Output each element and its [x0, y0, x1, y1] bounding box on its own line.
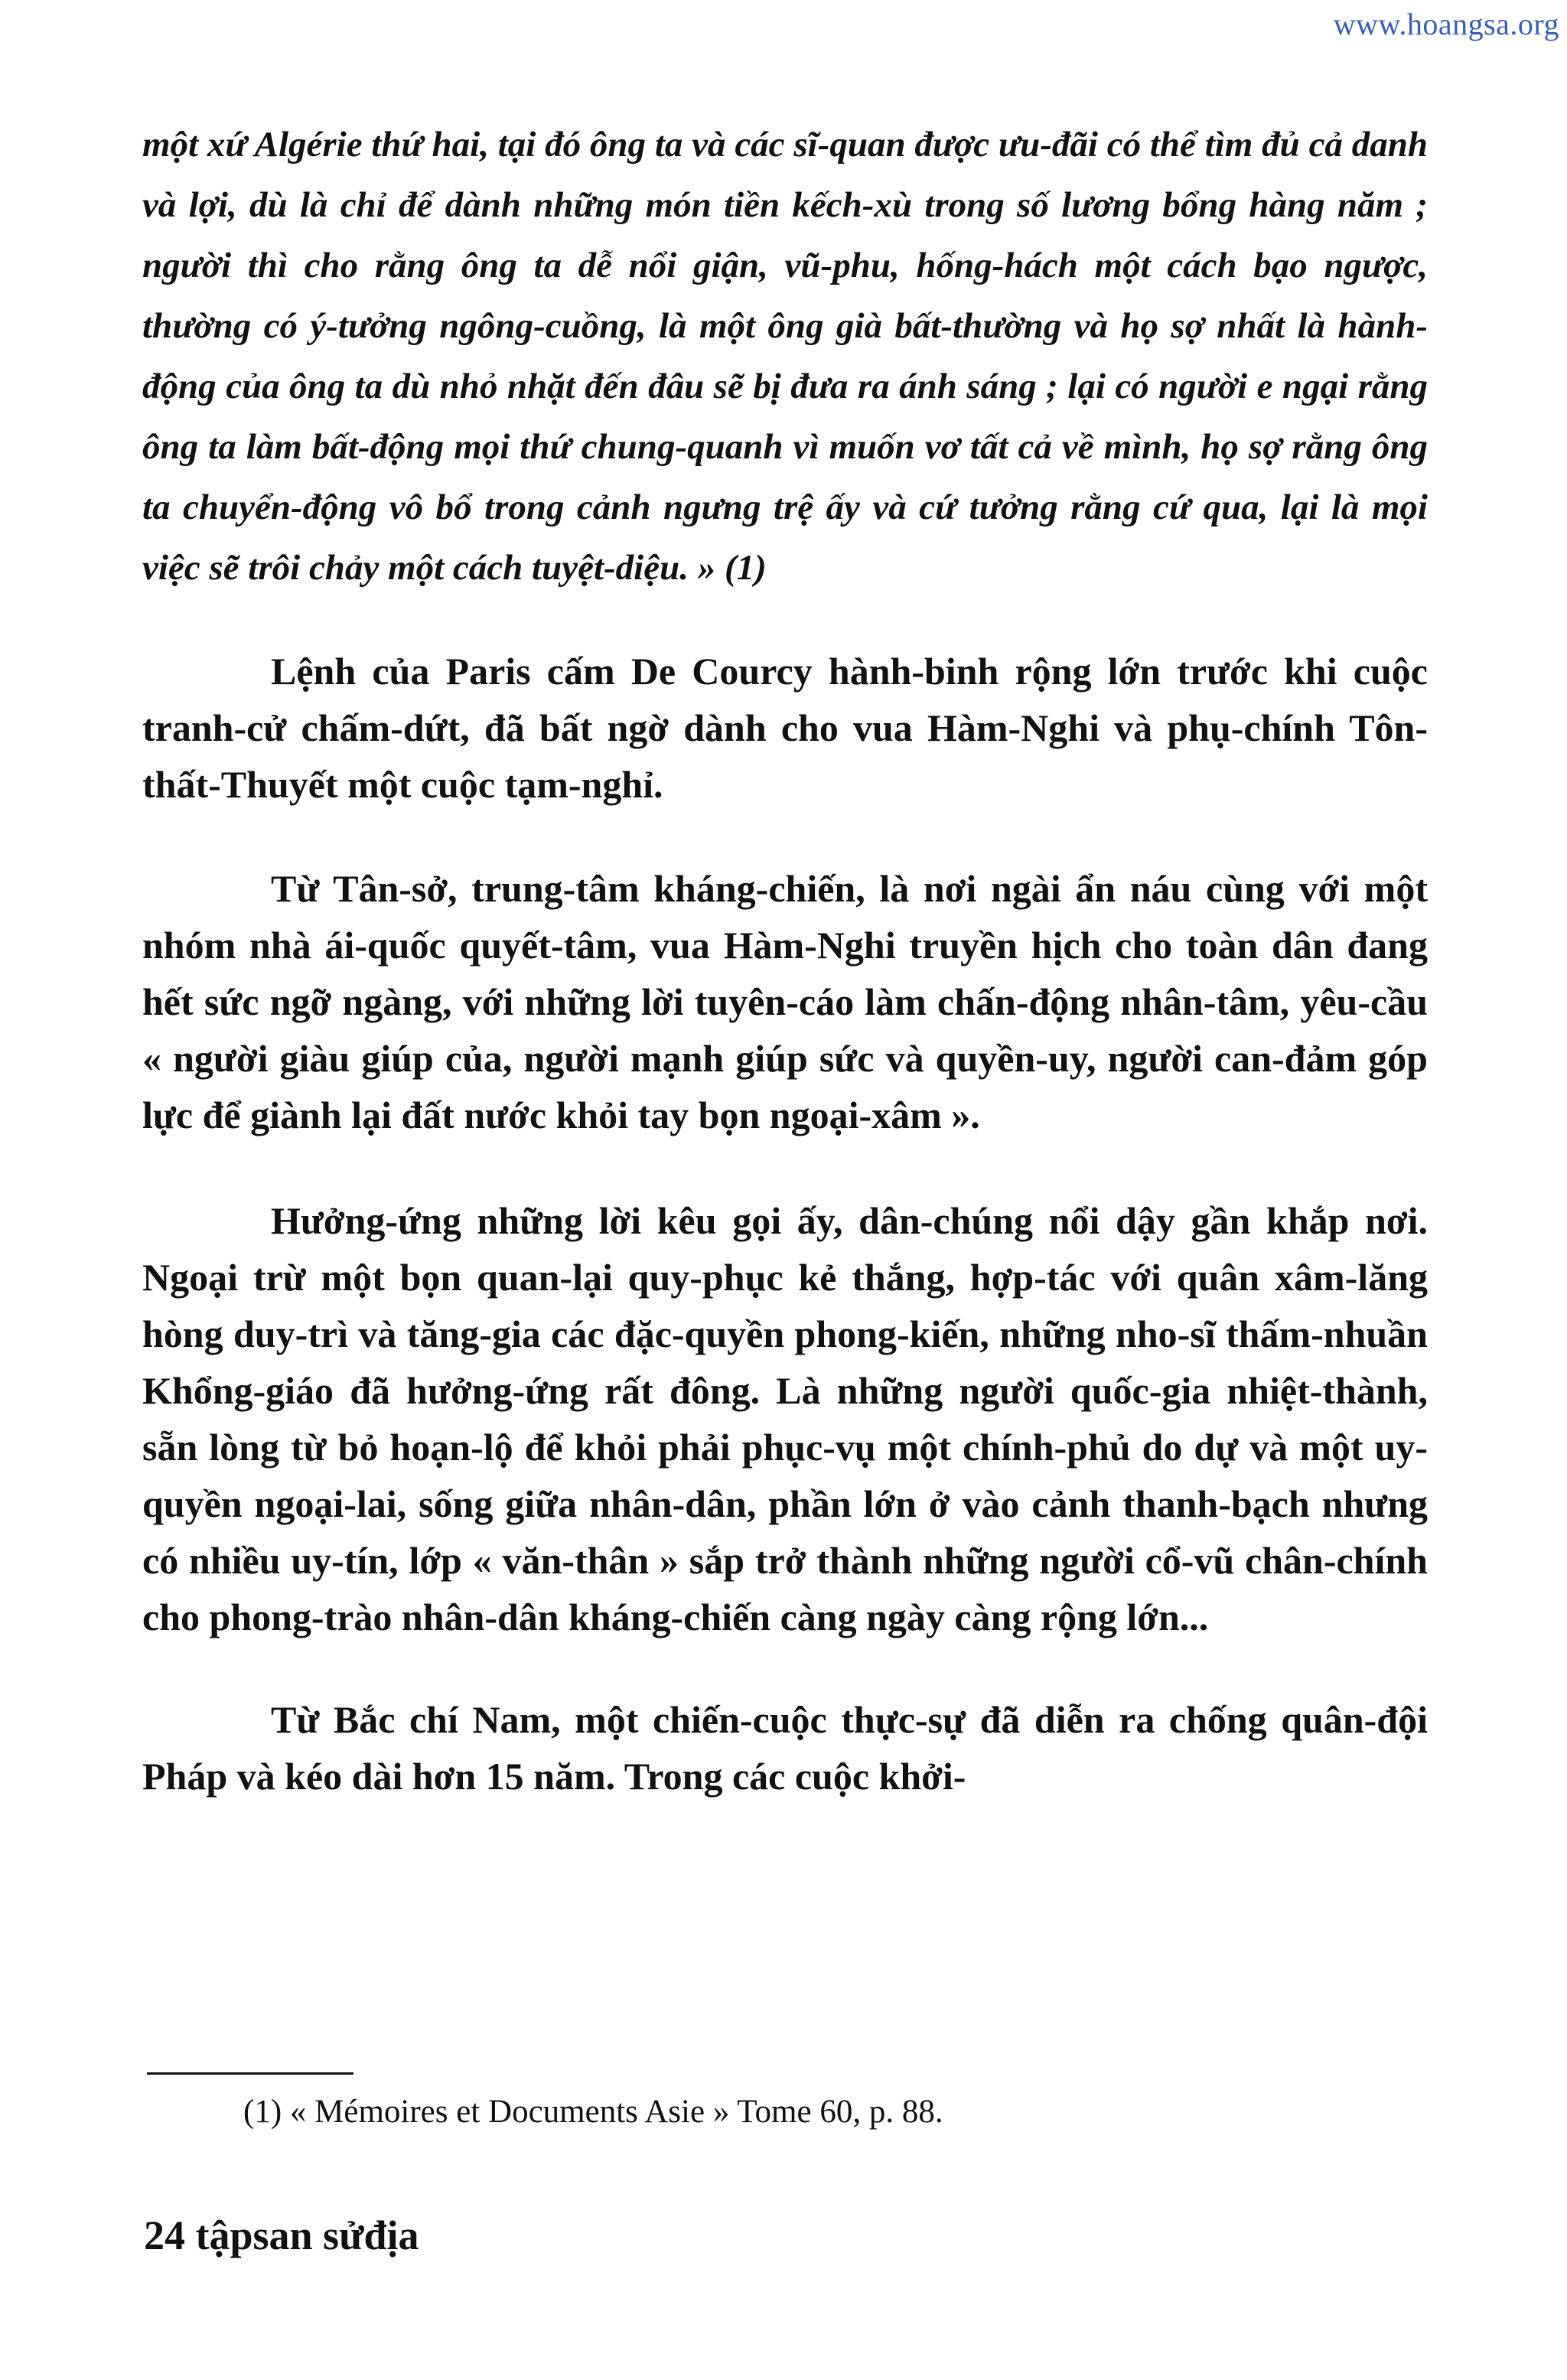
paragraph-3: Hưởng-ứng những lời kêu gọi ấy, dân-chúng nổi dậy gần khắp nơi. Ngoại trừ một bọn quan-lại quy-phục kẻ thắng, hợp-tác với quân xâm-lăng hòng duy-trì và tăng-gia các đặc-quyền phong-kiến, những nho-sĩ thấm-nhuần Khổng-giáo đã hưởng-ứng rất đông. Là những người quốc-gia nhiệt-thành, sẵn lòng từ bỏ hoạn-lộ để khỏi phải phục-vụ một chính-phủ do dự và một uy-quyền ngoại-lai, sống giữa nhân-dân, phần lớn ở vào cảnh thanh-bạch nhưng có nhiều uy-tín, lớp « văn-thân » sắp trở thành những người cổ-vũ chân-chính cho phong-trào nhân-dân kháng-chiến càng ngày càng rộng lớn... [142, 1199, 1428, 1638]
paragraph-1: Lệnh của Paris cấm De Courcy hành-binh rộng lớn trước khi cuộc tranh-cử chấm-dứt, đã bất ngờ dành cho vua Hàm-Nghi và phụ-chính Tôn-thất-Thuyết một cuộc tạm-nghỉ. [142, 650, 1428, 806]
watermark-url: www.hoangsa.org [1333, 7, 1559, 41]
paragraph-2: Từ Tân-sở, trung-tâm kháng-chiến, là nơi ngài ẩn náu cùng với một nhóm nhà ái-quốc quyết-tâm, vua Hàm-Nghi truyền hịch cho toàn dân đang hết sức ngỡ ngàng, với những lời tuyên-cáo làm chấn-động nhân-tâm, yêu-cầu « người giàu giúp của, người mạnh giúp sức và quyền-uy, người can-đảm góp lực để giành lại đất nước khỏi tay bọn ngoại-xâm ». [142, 867, 1428, 1136]
footnote-divider [147, 2072, 353, 2075]
page-body [142, 115, 1428, 1805]
paragraph-4: Từ Bắc chí Nam, một chiến-cuộc thực-sự đã diễn ra chống quân-đội Pháp và kéo dài hơn 15 năm. Trong các cuộc khởi- [142, 1698, 1428, 1798]
footnote: (1) « Mémoires et Documents Asie » Tome 60, p. 88. [243, 2094, 943, 2130]
quoted-passage: một xứ Algérie thứ hai, tại đó ông ta và các sĩ-quan được ưu-đãi có thể tìm đủ cả danh và lợi, dù là chỉ để dành những món tiền kếch-xù trong số lương bổng hàng năm ; người thì cho rằng ông ta dễ nổi giận, vũ-phu, hống-hách một cách bạo ngược, thường có ý-tưởng ngông-cuồng, là một ông già bất-thường và họ sợ nhất là hành-động của ông ta dù nhỏ nhặt đến đâu sẽ bị đưa ra ánh sáng ; lại có người e ngại rằng ông ta làm bất-động mọi thứ chung-quanh vì muốn vơ tất cả về mình, họ sợ rằng ông ta chuyển-động vô bổ trong cảnh ngưng trệ ấy và cứ tưởng rằng cứ qua, lại là mọi việc sẽ trôi chảy một cách tuyệt-diệu. » (1) [142, 125, 1428, 588]
page-number-footer: 24 tậpsan sửđịa [144, 2212, 419, 2258]
